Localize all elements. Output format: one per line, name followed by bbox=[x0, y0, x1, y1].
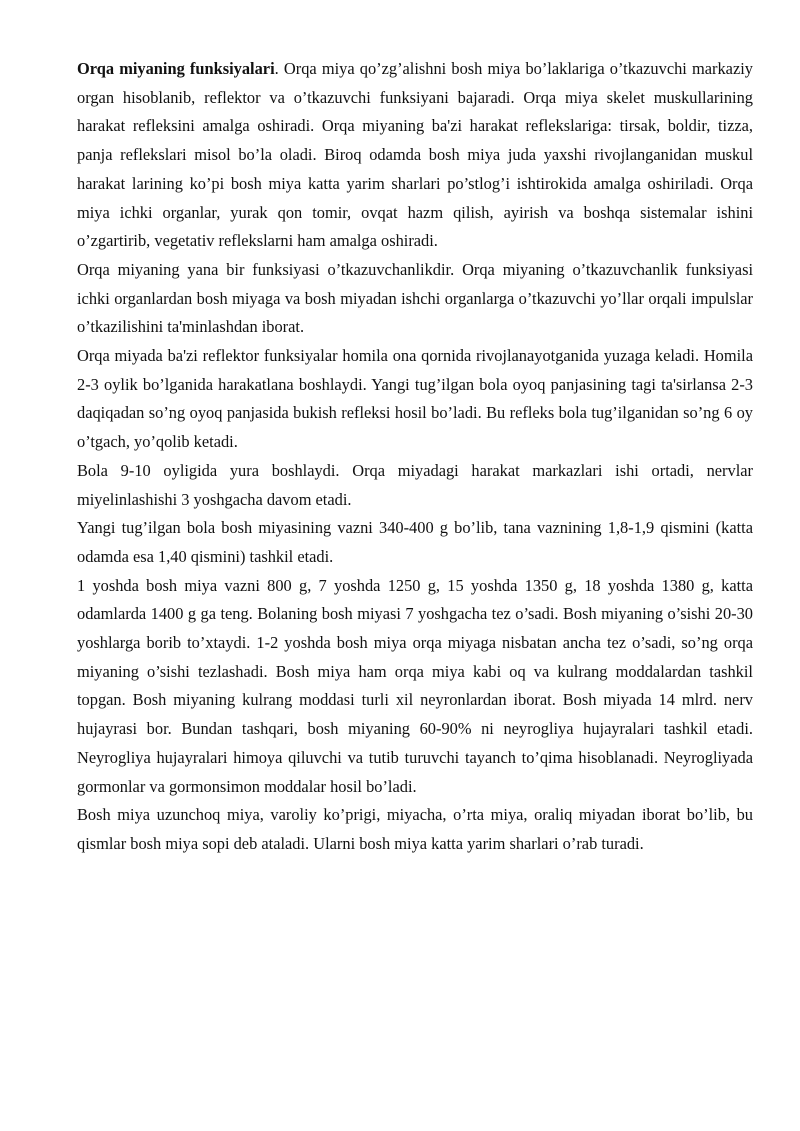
paragraph-text: Yangi tug’ilgan bola bosh miyasining vazni 340-400 g bo’lib, tana vaznining 1,8-1,9 qismini (katta odamda esa 1,40 qismini) tashkil etadi. bbox=[77, 518, 753, 566]
paragraph-text: Bola 9-10 oyligida yura boshlaydi. Orqa miyadagi harakat markazlari ishi ortadi, nervlar miyelinlashishi 3 yoshgacha davom etadi. bbox=[77, 460, 753, 509]
paragraph-text: . Orqa miya qo’zg’alishni bosh miya bo’laklariga o’tkazuvchi markaziy organ hisoblanib, reflektor va o’tkazuvchi funksiyani bajaradi. Orqa miya skelet muskullarining harakat refleksini amalga oshiradi. Orqa miyaning ba'zi harakat reflekslariga: tirsak, boldir, tizza, panja reflekslari misol bo’la oladi. Biroq odamda bosh miya juda yaxshi rivojlanganidan muskul harakat larining ko’pi bosh miya katta yarim sharlari po’stlog’i ishtirokida amalga oshiriladi. Orqa miya ichki organlar, yurak qon tomir, ovqat hazm qilish, ayirish va boshqa sistemalar ishini o’zgartirib, vegetativ reflekslarni ham amalga oshiradi. bbox=[77, 59, 753, 251]
paragraph-spinal-cord-functions bbox=[77, 55, 753, 256]
paragraph-newborn-brain-weight bbox=[77, 514, 753, 571]
paragraph-text: 1 yoshda bosh miya vazni 800 g, 7 yoshda 1250 g, 15 yoshda 1350 g, 18 yoshda 1380 g, katta odamlarda 1400 g ga teng. Bolaning bosh miyasi 7 yoshgacha tez o’sadi. Bosh miyaning o’sishi 20-30 yoshlarga borib to’xtaydi. 1-2 yoshda bosh miya orqa miyaga nisbatan ancha tez o’sadi, so’ng orqa miyaning o’sishi tezlashadi. Bosh miya ham orqa miya kabi oq va kulrang moddalardan tashkil topgan. Bosh miyaning kulrang moddasi turli xil neyronlardan iborat. Bosh miyada 14 mlrd. nerv hujayrasi bor. Bundan tashqari, bosh miyaning 60-90% ni neyrogliya hujayralari tashkil etadi. Neyrogliya hujayralari himoya qiluvchi va tutib turuvchi tayanch to’qima hisoblanadi. Neyrogliyada gormonlar va gormonsimon moddalar hosil bo’ladi. bbox=[77, 575, 753, 796]
paragraph-text: Orqa miyaning yana bir funksiyasi o’tkazuvchanlikdir. Orqa miyaning o’tkazuvchanlik funksiyasi ichki organlardan bosh miyaga va bosh miyadan ishchi organlarga o’tkazuvchi yo’llar orqali impulslar o’tkazilishini ta'minlashdan iborat. bbox=[77, 259, 753, 337]
paragraph-lead-heading: Orqa miyaning funksiyalari bbox=[77, 59, 275, 78]
paragraph-brain-growth bbox=[77, 572, 753, 802]
paragraph-walking bbox=[77, 457, 753, 514]
paragraph-conductivity bbox=[77, 256, 753, 342]
paragraph-text: Bosh miya uzunchoq miya, varoliy ko’prigi, miyacha, o’rta miya, oraliq miyadan iborat bo’lib, bu qismlar bosh miya sopi deb ataladi. Ularni bosh miya katta yarim sharlari o’rab turadi. bbox=[77, 805, 753, 853]
paragraph-text: Orqa miyada ba'zi reflektor funksiyalar homila ona qornida rivojlanayotganida yuzaga keladi. Homila 2-3 oylik bo’lganida harakatlana boshlaydi. Yangi tug’ilgan bola oyoq panjasining tagi ta'sirlansa 2-3 daqiqadan so’ng oyoq panjasida bukish refleksi hosil bo’ladi. Bu refleks bola tug’ilganidan so’ng 6 oy o’tgach, yo’qolib ketadi. bbox=[77, 346, 753, 452]
document-page bbox=[77, 55, 753, 859]
paragraph-brain-stem bbox=[77, 801, 753, 858]
paragraph-fetal-reflexes bbox=[77, 342, 753, 457]
